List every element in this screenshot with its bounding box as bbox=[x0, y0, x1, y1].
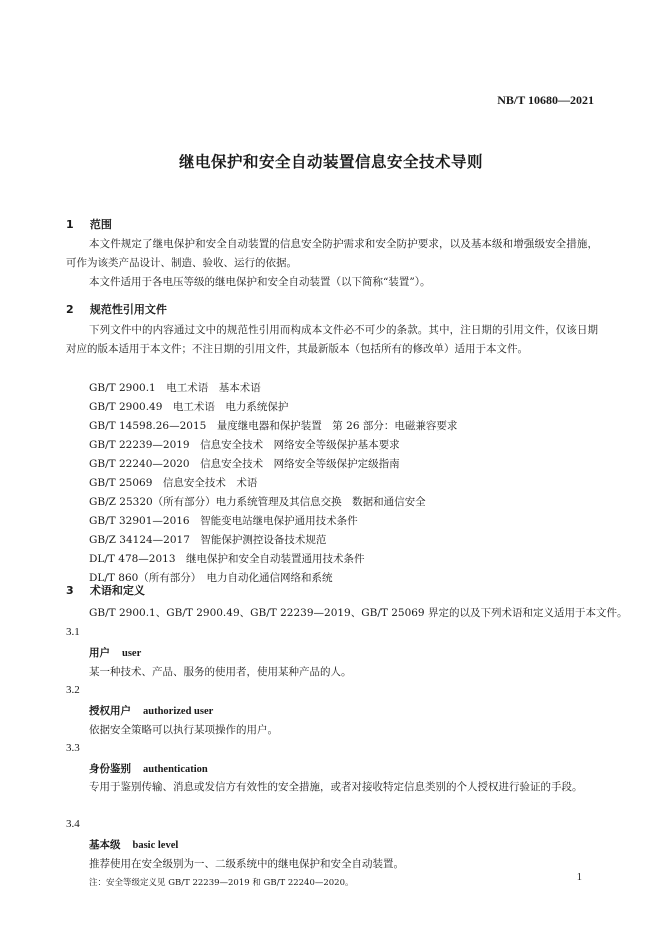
section-number: 3 bbox=[66, 584, 74, 597]
page-number: 1 bbox=[576, 872, 582, 883]
reference-item: DL/T 860（所有部分） 电力自动化通信网络和系统 bbox=[89, 572, 333, 584]
term-heading bbox=[89, 837, 178, 852]
term-heading bbox=[89, 645, 141, 660]
scope-paragraph-1: 本文件规定了继电保护和安全自动装置的信息安全防护需求和安全防护要求，以及基本级和增强级安全措施，可作为该类产品设计、制造、验收、运行的依据。 bbox=[66, 238, 598, 269]
clause-number: 3.4 bbox=[66, 818, 80, 830]
term-zh: 基本级 bbox=[89, 839, 121, 851]
term-zh: 授权用户 bbox=[89, 705, 131, 717]
term-heading bbox=[89, 703, 213, 718]
terms-intro: GB/T 2900.1、GB/T 2900.49、GB/T 22239—2019、GB/T 25069 界定的以及下列术语和定义适用于本文件。 bbox=[89, 607, 628, 619]
term-definition: 依据安全策略可以执行某项操作的用户。 bbox=[89, 724, 278, 736]
section-title: 范围 bbox=[89, 218, 112, 231]
reference-item: GB/T 25069 信息安全技术 术语 bbox=[89, 477, 258, 489]
document-title: 继电保护和安全自动装置信息安全技术导则 bbox=[178, 153, 483, 171]
section-3-heading bbox=[66, 582, 145, 598]
clause-number: 3.2 bbox=[66, 684, 80, 696]
scope-paragraph-2: 本文件适用于各电压等级的继电保护和安全自动装置（以下简称“装置”）。 bbox=[89, 276, 431, 288]
term-note: 注：安全等级定义见 GB/T 22239—2019 和 GB/T 22240—2020。 bbox=[89, 878, 354, 888]
reference-item: GB/T 32901—2016 智能变电站继电保护通用技术条件 bbox=[89, 515, 358, 527]
reference-item: GB/Z 25320（所有部分）电力系统管理及其信息交换 数据和通信安全 bbox=[89, 496, 426, 508]
reference-item: GB/T 2900.49 电工术语 电力系统保护 bbox=[89, 401, 289, 413]
term-en: user bbox=[122, 648, 142, 659]
clause-number: 3.3 bbox=[66, 742, 80, 754]
term-heading bbox=[89, 761, 208, 776]
reference-item: GB/T 2900.1 电工术语 基本术语 bbox=[89, 382, 261, 394]
term-definition: 某一种技术、产品、服务的使用者，使用某种产品的人。 bbox=[89, 666, 352, 678]
section-title: 规范性引用文件 bbox=[89, 303, 167, 316]
section-number: 2 bbox=[66, 303, 74, 316]
reference-item: DL/T 478—2013 继电保护和安全自动装置通用技术条件 bbox=[89, 553, 365, 565]
section-title: 术语和定义 bbox=[89, 584, 145, 597]
reference-item: GB/T 14598.26—2015 量度继电器和保护装置 第 26 部分：电磁兼容要求 bbox=[89, 420, 458, 432]
term-en: basic level bbox=[132, 840, 179, 851]
term-definition: 专用于鉴别传输、消息或发信方有效性的安全措施，或者对接收特定信息类别的个人授权进行验证的手段。 bbox=[89, 781, 583, 793]
reference-item: GB/Z 34124—2017 智能保护测控设备技术规范 bbox=[89, 534, 327, 546]
section-2-heading bbox=[66, 301, 167, 317]
term-zh: 用户 bbox=[89, 647, 110, 659]
clause-number: 3.1 bbox=[66, 626, 80, 638]
reference-item: GB/T 22240—2020 信息安全技术 网络安全等级保护定级指南 bbox=[89, 458, 400, 470]
term-zh: 身份鉴别 bbox=[89, 763, 131, 775]
term-definition: 推荐使用在安全级别为一、二级系统中的继电保护和安全自动装置。 bbox=[89, 858, 404, 870]
section-1-heading bbox=[66, 216, 112, 232]
standard-code: NB/T 10680—2021 bbox=[497, 93, 594, 107]
section-number: 1 bbox=[66, 218, 74, 231]
reference-item: GB/T 22239—2019 信息安全技术 网络安全等级保护基本要求 bbox=[89, 439, 400, 451]
term-en: authorized user bbox=[143, 706, 214, 717]
normative-references-intro: 下列文件中的内容通过文中的规范性引用而构成本文件必不可少的条款。其中，注日期的引用文件，仅该日期对应的版本适用于本文件；不注日期的引用文件，其最新版本（包括所有的修改单）适用于本文件。 bbox=[66, 324, 598, 355]
term-en: authentication bbox=[143, 764, 208, 775]
